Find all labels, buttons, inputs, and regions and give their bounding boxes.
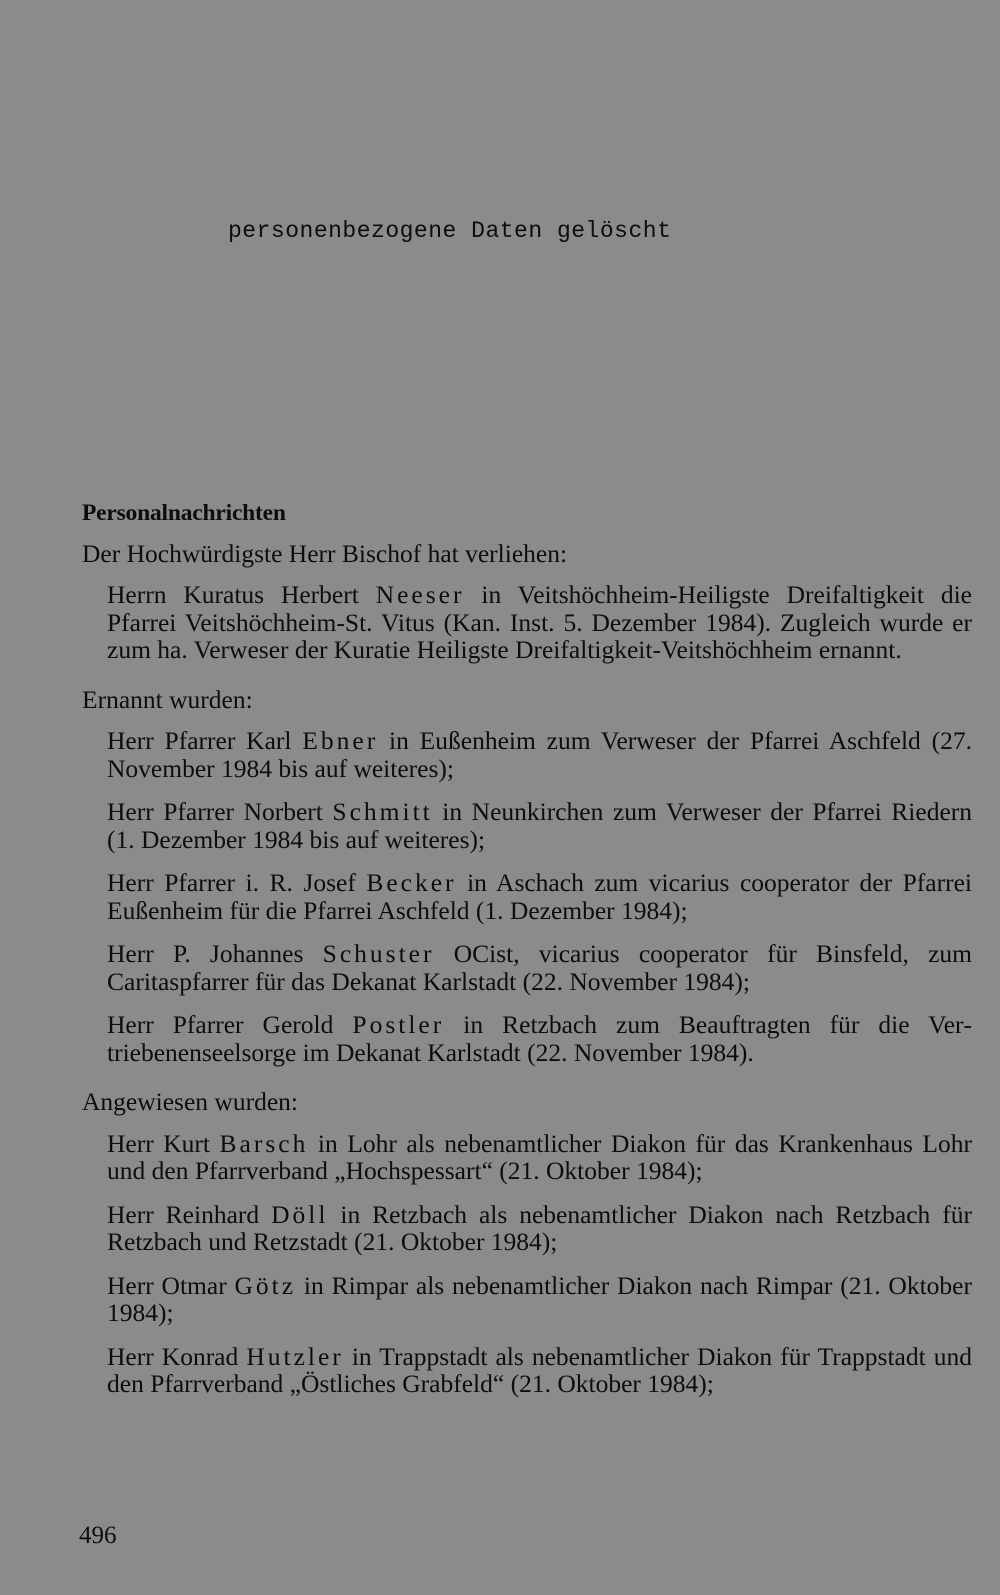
list-item: Herr Pfarrer Karl Ebner in Eußenheim zum Verweser der Pfarrei Aschfeld (27. November 1984 bis auf weiteres);: [107, 726, 973, 783]
list-item: Herr Pfarrer Norbert Schmitt in Neunkirchen zum Verweser der Pfarrei Riedern (1. Dezember 1984 bis auf weiteres);: [107, 797, 973, 854]
person-name: Becker: [366, 868, 457, 897]
list-item: Herr Reinhard Döll in Retzbach als nebenamtlicher Diakon nach Retzbach für Retzbach und Retzstadt (21. Oktober 1984);: [107, 1199, 972, 1256]
person-name: Döll: [271, 1199, 329, 1229]
list-item: Herr Pfarrer i. R. Josef Becker in Aschach zum vicarius cooperator der Pfarrei Eußenheim für die Pfarrei Aschfeld (1. Dezember 1984);: [107, 868, 972, 925]
section-awarded: [82, 540, 972, 664]
section-assigned: [82, 1088, 972, 1398]
person-name: Schuster: [322, 939, 435, 968]
list-item: Herr Pfarrer Gerold Postler in Retzbach zum Beauftragten für die Vertriebenenseelsorge im Dekanat Karlstadt (22. November 1984).: [107, 1010, 972, 1067]
page-number: 496: [79, 1522, 117, 1549]
section-intro: Angewiesen wurden:: [82, 1087, 298, 1116]
person-name: Hutzler: [246, 1341, 344, 1371]
redaction-note: personenbezogene Daten gelöscht: [228, 218, 672, 244]
person-name: Götz: [234, 1270, 297, 1300]
person-name: Barsch: [219, 1128, 309, 1158]
section-intro: Der Hochwürdigste Herr Bischof hat verliehen:: [82, 538, 568, 568]
person-name: Postler: [352, 1010, 445, 1039]
section-appointed: [82, 686, 972, 1067]
list-item: Herr Konrad Hutzler in Trappstadt als nebenamtlicher Diakon für Trappstadt und den Pfarrverband „Östliches Grabfeld“ (21. Oktober 1984);: [107, 1341, 972, 1398]
person-name: Schmitt: [332, 797, 433, 826]
section-intro: Ernannt wurden:: [82, 684, 253, 714]
section-heading: Personalnachrichten: [82, 500, 286, 526]
list-item: Herr Otmar Götz in Rimpar als nebenamtlicher Diakon nach Rimpar (21. Oktober 1984);: [107, 1270, 972, 1327]
person-name: Neeser: [375, 580, 465, 609]
person-name: Ebner: [302, 726, 379, 755]
list-item: Herr Kurt Barsch in Lohr als nebenamtlicher Diakon für das Krankenhaus Lohr und den Pfarrverband „Hochspessart“ (21. Oktober 1984);: [107, 1128, 973, 1185]
list-item: Herrn Kuratus Herbert Neeser in Veitshöchheim-Heiligste Dreifaltigkeit die Pfarrei Veitshöchheim-St. Vitus (Kan. Inst. 5. Dezember 1984). Zugleich wurde er zum ha. Verweser der Kuratie Heiligste Dreifaltigkeit-Veitshöchheim ernannt.: [107, 580, 972, 664]
personnel-news: [82, 500, 972, 1414]
list-item: Herr P. Johannes Schuster OCist, vicarius cooperator für Binsfeld, zum Caritaspfarrer für das Dekanat Karlstadt (22. November 1984);: [107, 939, 972, 996]
